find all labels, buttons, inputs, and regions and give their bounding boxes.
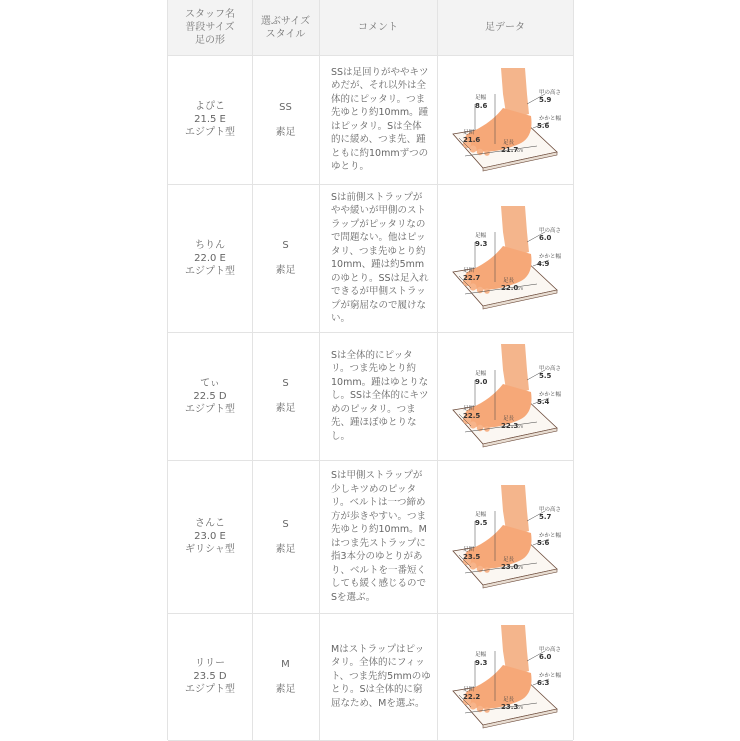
foot-diagram: [445, 340, 565, 452]
girth-label: 足囲: [463, 268, 475, 274]
width-value: 9.5: [475, 518, 488, 527]
comment-cell: [319, 332, 437, 460]
length-unit: cm: [517, 564, 524, 570]
length-unit: cm: [517, 286, 524, 291]
size-table: [167, 0, 574, 740]
staff-cell: よぴこ 21.5 E エジプト型: [185, 101, 235, 138]
ankle-value: 4.9: [537, 260, 550, 268]
chosen-size: S: [282, 378, 289, 389]
table-row: [168, 460, 573, 614]
instep-value: 5.7: [539, 512, 552, 521]
chosen-size: S: [282, 518, 289, 530]
table-row: [168, 184, 573, 333]
width-label: 足幅: [475, 511, 487, 518]
foot-data-cell: [437, 184, 573, 332]
length-label: 足長: [503, 416, 515, 422]
header-foot-data: 足データ: [485, 22, 525, 33]
length-value: 22.0: [501, 284, 519, 292]
instep-value: 5.5: [539, 372, 552, 380]
foot-data-cell: [437, 55, 573, 184]
foot-diagram: [445, 481, 565, 593]
header-comment: コメント: [358, 22, 398, 33]
girth-label: 足囲: [463, 406, 475, 412]
header-size: 選ぶサイズ スタイル: [260, 15, 311, 40]
comment-text: Sは前側ストラップがやや緩いが甲側のストラップがピッタリなので問題ない。他はピッタリ、つま先ゆとり約10mm、踵は約5mmのゆとり。SSは足入れできるが甲側ストラップが窮屈なので履けない。: [331, 191, 429, 324]
width-value: 8.6: [475, 101, 488, 110]
girth-value: 23.5: [463, 552, 481, 561]
comment-text: SSは足回りがややキツめだが、それ以外は全体的にピッタリ。つま先ゆとり約10mm。踵はピッタリ。Sは全体的に緩め、つま先、踵ともに約10mmずつのゆとり。: [331, 66, 429, 172]
style-text: 素足: [275, 403, 296, 414]
ankle-value: 5.6: [537, 538, 550, 547]
foot-data-cell: [437, 460, 573, 613]
comment-cell: [319, 460, 437, 613]
comment-text: Mはストラップはピッタリ。全体的にフィット、つま先約5mmのゆとり。Sは全体的に窮屈なため、Mを選ぶ。: [331, 643, 431, 709]
instep-label: 甲の高さ: [539, 506, 562, 513]
foot-diagram: [445, 621, 565, 733]
staff-cell: てぃ 22.5 D エジプト型: [185, 377, 235, 415]
style-text: 素足: [275, 683, 296, 695]
girth-value: 21.6: [463, 135, 481, 144]
chosen-size: SS: [279, 101, 292, 113]
instep-label: 甲の高さ: [539, 646, 562, 653]
table-row: [168, 55, 573, 185]
ankle-value: 5.6: [537, 121, 550, 130]
girth-value: 22.2: [463, 692, 481, 701]
style-text: 素足: [275, 126, 296, 138]
length-label: 足長: [503, 139, 515, 146]
girth-value: 22.7: [463, 274, 481, 282]
width-label: 足幅: [475, 94, 487, 101]
foot-data-cell: [437, 332, 573, 460]
instep-label: 甲の高さ: [539, 228, 562, 234]
chosen-size: S: [282, 240, 289, 251]
comment-cell: [319, 55, 437, 184]
table-row: [168, 613, 573, 741]
staff-cell: リリー 23.5 D エジプト型: [185, 658, 235, 695]
girth-label: 足囲: [463, 546, 475, 553]
table-row: [168, 332, 573, 461]
ankle-label: かかと幅: [539, 672, 562, 679]
staff-cell: ちりん 22.0 E エジプト型: [185, 239, 235, 277]
foot-data-cell: [437, 613, 573, 740]
style-text: 素足: [275, 543, 296, 555]
width-label: 足幅: [475, 233, 487, 239]
width-label: 足幅: [475, 651, 487, 658]
width-label: 足幅: [475, 371, 487, 377]
chosen-size: M: [281, 658, 290, 670]
length-value: 22.3: [501, 422, 519, 430]
width-value: 9.0: [475, 378, 488, 386]
ankle-value: 6.3: [537, 678, 550, 687]
size-cell: [252, 332, 319, 460]
girth-label: 足囲: [463, 686, 475, 693]
width-value: 9.3: [475, 658, 488, 667]
length-value: 23.0: [501, 562, 519, 571]
instep-value: 5.9: [539, 95, 552, 104]
length-value: 21.7: [501, 145, 519, 154]
ankle-value: 5.4: [537, 398, 550, 406]
header-staff: スタッフ名 普段サイズ 足の形: [185, 9, 235, 46]
ankle-label: かかと幅: [539, 532, 562, 539]
length-unit: cm: [517, 704, 524, 710]
length-label: 足長: [503, 696, 515, 703]
girth-label: 足囲: [463, 129, 475, 136]
ankle-label: かかと幅: [539, 115, 562, 122]
comment-text: Sは全体的にピッタリ。つま先ゆとり約10mm。踵はゆとりなし。SSは全体的にキツめのピッタリ。つま先、踵ほぼゆとりなし。: [331, 349, 429, 442]
instep-label: 甲の高さ: [539, 366, 562, 372]
foot-diagram: [445, 202, 565, 314]
length-unit: cm: [517, 424, 524, 429]
instep-value: 6.0: [539, 234, 552, 242]
staff-cell: さんこ 23.0 E ギリシャ型: [185, 518, 235, 555]
size-cell: [252, 613, 319, 740]
ankle-label: かかと幅: [539, 254, 562, 260]
size-cell: [252, 55, 319, 184]
size-cell: [252, 460, 319, 613]
length-label: 足長: [503, 278, 515, 284]
comment-text: Sは甲側ストラップが少しキツめのピッタリ。ベルトは一つ締め方が歩きやすい。つま先ゆとり約10mm。Mはつま先ストラップに指3本分のゆとりがあり、ベルトを一番短くしても緩く感じるのでSを選ぶ。: [331, 470, 427, 603]
length-unit: cm: [517, 147, 524, 153]
size-cell: [252, 184, 319, 332]
length-label: 足長: [503, 556, 515, 563]
width-value: 9.3: [475, 240, 488, 248]
comment-cell: [319, 613, 437, 740]
comment-cell: [319, 184, 437, 332]
instep-label: 甲の高さ: [539, 89, 562, 96]
girth-value: 22.5: [463, 412, 481, 420]
ankle-label: かかと幅: [539, 392, 562, 398]
instep-value: 6.0: [539, 652, 552, 661]
foot-diagram: [445, 64, 565, 176]
length-value: 23.3: [501, 702, 519, 711]
style-text: 素足: [275, 265, 296, 276]
table-header: [168, 0, 573, 56]
